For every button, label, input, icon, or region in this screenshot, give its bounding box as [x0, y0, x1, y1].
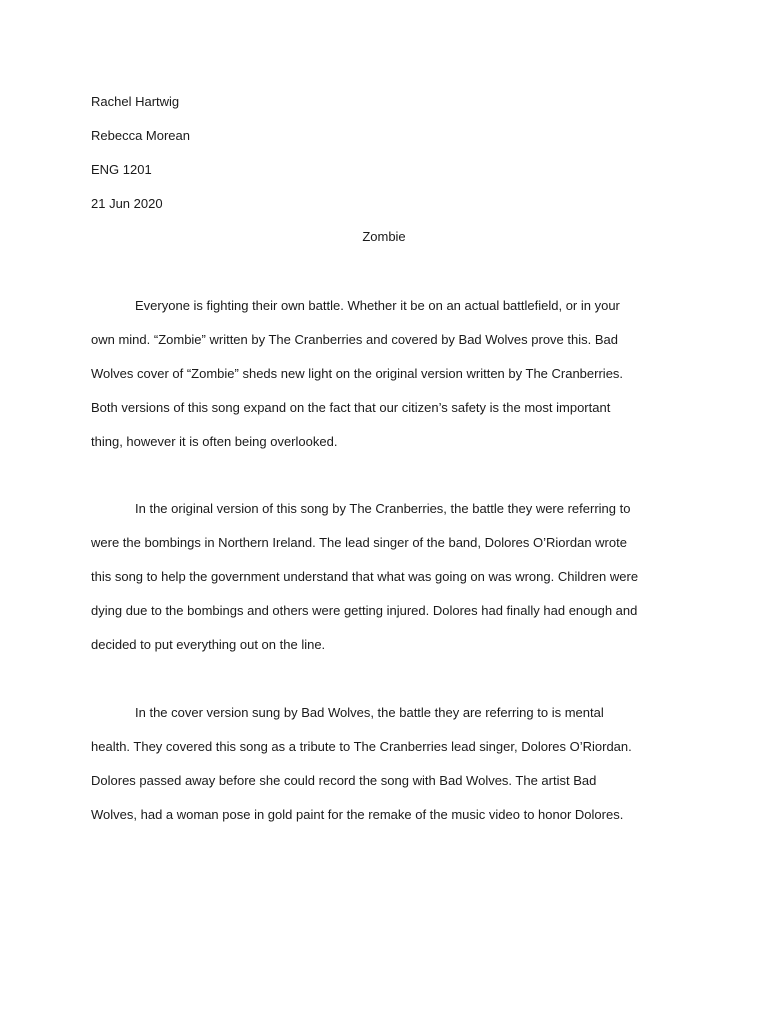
paragraph-2 [91, 501, 677, 671]
paragraph-line: health. They covered this song as a tribute to The Cranberries lead singer, Dolores O’Riordan. [91, 739, 632, 754]
paragraph-line: In the original version of this song by The Cranberries, the battle they were referring to [135, 501, 631, 516]
paragraph-line: Wolves cover of “Zombie” sheds new light on the original version written by The Cranberries. [91, 366, 624, 381]
paragraph-line: Wolves, had a woman pose in gold paint for the remake of the music video to honor Dolores. [91, 807, 624, 822]
paragraph-line: own mind. “Zombie” written by The Cranberries and covered by Bad Wolves prove this. Bad [91, 332, 618, 347]
instructor-name: Rebecca Morean [91, 128, 190, 143]
paragraph-line: Dolores passed away before she could record the song with Bad Wolves. The artist Bad [91, 773, 597, 788]
paragraph-3 [91, 705, 677, 841]
essay-title: Zombie [362, 229, 406, 244]
date: 21 Jun 2020 [91, 196, 163, 211]
paragraph-line: Both versions of this song expand on the fact that our citizen’s safety is the most important [91, 400, 611, 415]
paragraph-line: thing, however it is often being overlooked. [91, 434, 338, 449]
student-name: Rachel Hartwig [91, 94, 180, 109]
paragraph-line: were the bombings in Northern Ireland. The lead singer of the band, Dolores O’Riordan wrote [91, 535, 627, 550]
paragraph-line: dying due to the bombings and others were getting injured. Dolores had finally had enough and [91, 603, 638, 618]
paragraph-line: this song to help the government understand that what was going on was wrong. Children were [91, 569, 639, 584]
paragraph-1 [91, 298, 677, 468]
paragraph-line: In the cover version sung by Bad Wolves, the battle they are referring to is mental [135, 705, 604, 720]
paragraph-line: Everyone is fighting their own battle. Whether it be on an actual battlefield, or in your [135, 298, 620, 313]
course-code: ENG 1201 [91, 162, 152, 177]
paragraph-line: decided to put everything out on the line. [91, 637, 326, 652]
